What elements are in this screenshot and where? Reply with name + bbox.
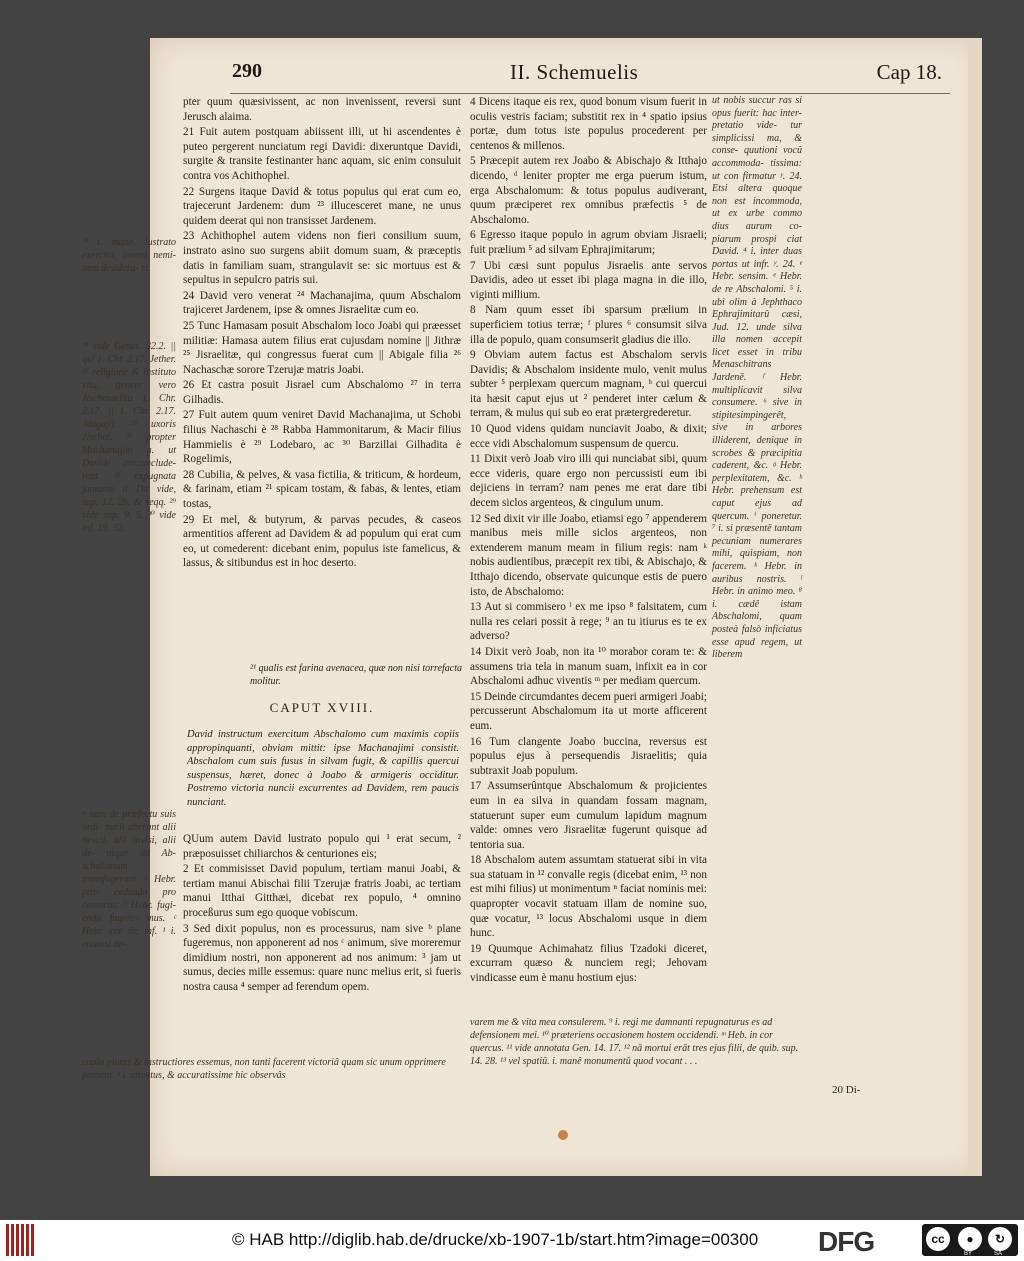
- cc-license-badge[interactable]: [922, 1224, 1018, 1256]
- verse-paragraph: 16 Tum clangente Joabo buccina, reversus est populus ejus à persequendis Jisraelitis; quia subtraxit Joab populum.: [470, 735, 707, 777]
- verse-paragraph: 17 Assumserûntque Abschalomum & projicientes eum in ea silva in quandam fossam magnam, statuerunt super eum cumulum lapidum magnum valde: omnes vero Jisraelitæ fugerunt quisque ad tentoria sua.: [470, 780, 707, 851]
- verse-paragraph: 18 Abschalom autem assumtam statuerat sibi in vita sua statuam in ¹² convalle regis (dicebat enim, ¹³ non est mihi filius) ut monimentum ⁿ faciat nominis mei: quapropter vocavit statuam illam de nomine suo, quæ vocatur, ¹³ locus Abschalomi usque in diem hunc.: [470, 854, 707, 940]
- margin-note-left-2: ²⁴ vide Genes. 32.2. || qui 1. Chr. 2.17. Jether. ²⁵ religione & instituto vita, genere vero Jischmaelita 1. Chr. 2.17. || 1. Chr. 2.17. Abigajil. ²⁶ uxoris Jischai. ²⁷ propter Machanajim a. ut Davide circumclude- rent. ²⁸ expugnata jamante à Da vide, sup. 12. 26. & seqq. ²⁹ vide sup. 9. 5. ³⁰ vide inf. 19. 32.: [82, 341, 176, 534]
- verse-paragraph: pter quum quæsivissent, ac non invenissent, reversi sunt Jerusch alaima.: [183, 96, 461, 123]
- verse-paragraph: 25 Tunc Hamasam posuit Abschalom loco Joabi qui præesset militiæ: Hamasa autem filius erat cujusdam nomine || Jithræ ²⁵ Jisraelitæ, qui congressus fuerat cum || Abigale filia ²⁶ Nachaschæ sorore Tzerujæ matris Joabi.: [183, 319, 461, 376]
- verse-paragraph: 11 Dixit verò Joab viro illi qui nunciabat sibi, quum ecce videris, quare ergo non percussisti eum ibi dejiciens in terram? nam penes me erat dare tibi decem siclos argenteos, & cingulum unum.: [470, 453, 707, 510]
- verse-paragraph: QUum autem David lustrato populo qui ¹ erat secum, ² præposuisset chiliarchos & centuriones eis;: [183, 833, 461, 860]
- margin-note-right: ut nobis succur ras si opus fuerit: hac inter- pretatio vide- tur simplicissi ma, & conse- quutioni vocû accommoda- tissima: ut con firmatur ʸ. 24. Etsi altera quoque non est incommoda, ut ex urbe commo dius aurum co- piarum prospi ciat David. ⁴ i. inter duas portas ut infr. ʸ. 24. ᵉ Hebr. sensim. ᵉ Hebr. de re Abschalomi. ⁵ i. ubi olim à Jephthaco Ephrajimitarû cæsi, Jud. 12. unde silva illa nomen accepit licet esset in tribu Menaschitrans Jardenē. ᶠ Hebr. multiplicavit silva consumere. ⁶ sive in stipitesimpingerêt, sive in arbores illiderent, denique in scrobes & præcipitia caderent, &c. ᵍ Hebr. perplexitatem, &c. ʰ Hebr. prehensum est caput ejus ad quercum. ⁱ poneretur. ⁷ i. si præsentē tantam pecuniam numerares mihi, quispiam, non facerem. ᵏ Hebr. in auribus nostris. ˡ Hebr. in animo meo. ⁸ i. cædê istam Abschalomi, quam posteà falsò inficiatus esse apud regem, ut liberem: [712, 95, 802, 661]
- verse-paragraph: 14 Dixit verò Joab, non ita ¹⁰ morabor coram te: & assumens tria tela in manum suam, infixit ea in cor Abschalomi adhuc viventis ᵐ per mediam quercum.: [470, 645, 707, 688]
- verse-paragraph: 15 Deinde circumdantes decem pueri armigeri Joabi; percusserunt Abschalomum ita ut morte afficerent eum.: [470, 690, 707, 732]
- by-icon: ●: [958, 1227, 982, 1251]
- verse-paragraph: 6 Egresso itaque populo in agrum obviam Jisraeli; fuit prælium ⁵ ad silvam Ephrajimitarum;: [470, 229, 707, 256]
- chapter-title: CAPUT XVIII.: [269, 700, 375, 715]
- page-number: 290: [232, 60, 262, 82]
- book-title: II. Schemuelis: [510, 60, 639, 84]
- verse-paragraph: 19 Quumque Achimahatz filius Tzadoki diceret, excurram quæso & nunciem regi; Jehovam vindicasse eum è manu hostium ejus:: [470, 942, 707, 985]
- verse-paragraph: 24 David vero venerat ²⁴ Machanajima, quum Abschalom trajiceret Jardenem, ipse & omnes Jisraelitæ cum eo.: [183, 289, 461, 317]
- page-edge: [968, 38, 982, 1176]
- verse-paragraph: 12 Sed dixit vir ille Joabo, etiamsi ego ⁷ appenderem manibus meis mille siclos argenteos, non extenderem manum meam in filium regis: nam ᵏ nobis audientibus, præcepit rex tibi, & Abischajo, & Itthajo dicendo, observate quicunque estis de puero isto, de Abschalomo:: [470, 512, 707, 598]
- left-column-verses: [183, 95, 461, 572]
- page-stain: [558, 1130, 568, 1140]
- by-label: BY: [964, 1251, 973, 1257]
- verse-paragraph: 10 Quod videns quidam nunciavit Joabo, & dixit; ecce vidi Abschalomum suspensum de quercu.: [470, 423, 707, 450]
- header-rule: [230, 93, 950, 94]
- margin-note-left-1: ²³ i. mane. lustrato exercitu, inveni nemi- nem desidera- ri.: [82, 237, 176, 274]
- catchword: 20 Di-: [832, 1084, 861, 1096]
- verse-paragraph: 13 Aut si commisero ˡ ex me ipso ⁸ falsitatem, cum nulla res celari possit à rege; ⁹ an tu itiurus es te ex adverso?: [470, 601, 707, 643]
- verse-paragraph: 26 Et castra posuit Jisrael cum Abschalomo ²⁷ in terra Gilhadis.: [183, 379, 461, 406]
- source-link[interactable]: © HAB http://diglib.hab.de/drucke/xb-1907-1b/start.htm?image=00300: [232, 1230, 759, 1249]
- sa-label: SA: [994, 1251, 1003, 1257]
- verse-paragraph: 21 Fuit autem postquam abiissent illi, ut hi ascendentes è puteo pergerent nunciatum regi Davidi: dixeruntque Davidi, surgite & transite festinanter hanc aquam, sic enim consuluit contra vos Achithophel.: [183, 126, 461, 182]
- verse-paragraph: 22 Surgens itaque David & totus populus qui erat cum eo, trajecerunt Jardenem: dum ²³ illucesceret mane, ne unus quidem deerat qui non transisset Jardenem.: [183, 185, 461, 227]
- verse-paragraph: 9 Obviam autem factus est Abschalom servis Davidis; & Abschalom insidente mulo, venit mulus subter ⁵ perplexam quercum magnam, ʰ cui quercui ita hæsit caput ejus ut ² penderet inter cælum & terram, & mulus qui sub eo erat prætergrederetur.: [470, 349, 707, 420]
- verse-paragraph: 23 Achithophel autem videns non fieri consilium suum, instrato asino suo surgens abiit domum suam, & præceptis datis in familiam suam, strangulavit se: sic mortuus est & sepultus in sepulcro patris sui.: [183, 230, 461, 287]
- running-head: [150, 60, 982, 90]
- margin-note-left-3: ᵃ nam de præfectu suis ordi- narii aberant alii nescii, alii invisi, alii de- nique ad Ab- schalomum transfugerant ᵇ Hebr. pro- cedendo pro cessurus. ᵇ Hebr. fugi- endo fugere- mus. ᶜ Hebr. cor sic inf. ¹ i. etiamsi de-: [82, 809, 176, 950]
- hab-logo-icon: [6, 1224, 40, 1256]
- chapter-label: Cap 18.: [876, 60, 942, 84]
- left-footnote-mid: ²¹ qualis est farina avenacea, quæ non nisi torrefacta molitur.: [250, 663, 462, 687]
- right-footnote-bottom: varem me & vita mea consulerem. ⁹ i. regi me damnanti repugnaturus es ad defensionem mei. ¹⁰ præteriens occasionem hostem occidendi. ᵐ Heb. in cor quercus. ¹¹ vide annotata Gen. 14. 17. ¹² nā mortui erāt tres ejus filii, de quib. sup. 14. 28. ¹³ vel spatiū. i. manê monumentū quod vocant . . .: [470, 1017, 799, 1067]
- verse-paragraph: 2 Et commisisset David populum, tertiam manui Joabi, & tertiam manui Abischai filii Tzerujæ fratris Joabi, ac tertiam manui Itthai Gitthæi, dicebat rex populo, ⁴ omnino proceßurus sum ego quoque vobiscum.: [183, 863, 461, 919]
- left-footnote-bottom: cuplo plures & instructiores essemus, non tanti facerent victoriâ quam sic unum opprimere possent. ³ i. attentus, & accuratissime hic observâs: [82, 1057, 446, 1081]
- verse-paragraph: 27 Fuit autem quum veniret David Machanajima, ut Schobi filius Nachaschi è ²⁸ Rabba Hammonitarum, & Macir filius Hammielis è ²⁹ Lodebaro, ac ³⁰ Barzillai Gilhadita è Rogelimis,: [183, 409, 461, 466]
- verse-paragraph: 4 Dicens itaque eis rex, quod bonum visum fuerit in oculis vestris faciam; substitit rex in ⁴ spatio ipsius portæ, dum totus iste populus procederent per centenos & millenos.: [470, 96, 707, 152]
- verse-paragraph: 29 Et mel, & butyrum, & parvas pecudes, & caseos armentitios afferent ad Davidem & ad populum qui erat cum eo, ut comederent: dicebant enim, populus iste famelicus, & lassus, & sitibundus est in hoc deserto.: [183, 513, 461, 570]
- verse-paragraph: 28 Cubilia, & pelves, & vasa fictilia, & triticum, & hordeum, & farinam, etiam ²¹ spicam tostam, & fabas, & lentes, etiam tostas,: [183, 468, 461, 511]
- verse-paragraph: 7 Ubi cæsi sunt populus Jisraelis ante servos Davidis, adeo ut esset ibi plaga magna in die illo, viginti millium.: [470, 259, 707, 301]
- dfg-logo: DFG: [818, 1226, 875, 1257]
- left-column-chapter-verses: [183, 832, 461, 996]
- verse-paragraph: 3 Sed dixit populus, non es processurus, nam sive ᵇ plane fugeremus, non apponerent ad nos ᶜ animum, sive moreremur dimidium nostri, non apponerent ad nos animum: ³ jam ut sumus, decies mille essemus: quare nunc melius erit, si fueris nostra causa ⁴ semper ad ferendum opem.: [183, 922, 461, 993]
- cc-icon: cc: [926, 1227, 950, 1251]
- verse-paragraph: 8 Nam quum esset ibi sparsum prælium in superficiem totius terræ; ᶠ plures ⁶ consumsit silva illa de populo, quam consumserit gladius die illo.: [470, 304, 707, 346]
- right-column-verses: [470, 95, 707, 987]
- verse-paragraph: 5 Præcepit autem rex Joabo & Abischajo & Itthajo dicendo, ᵈ leniter propter me erga puerum istum, erga Abschalomum: & totus populus audiverant, quum præciperet rex omnibus præfectis ⁵ de Abschalomo.: [470, 155, 707, 226]
- chapter-summary: David instructum exercitum Abschalomo cum maximis copiis appropinquanti, obviam mittit: ipse Machanajimi consistit. Abschalom cum suis fusus in silvam fugit, & capillis quercui suspensus, hæret, donec à Joabo & armigeris occiditur. Postremo victoria nuncii excurrentes ad Davidem, rem paucis nunciant.: [187, 729, 459, 808]
- footer-bar: [0, 1220, 1024, 1261]
- sa-icon: ↻: [988, 1227, 1012, 1251]
